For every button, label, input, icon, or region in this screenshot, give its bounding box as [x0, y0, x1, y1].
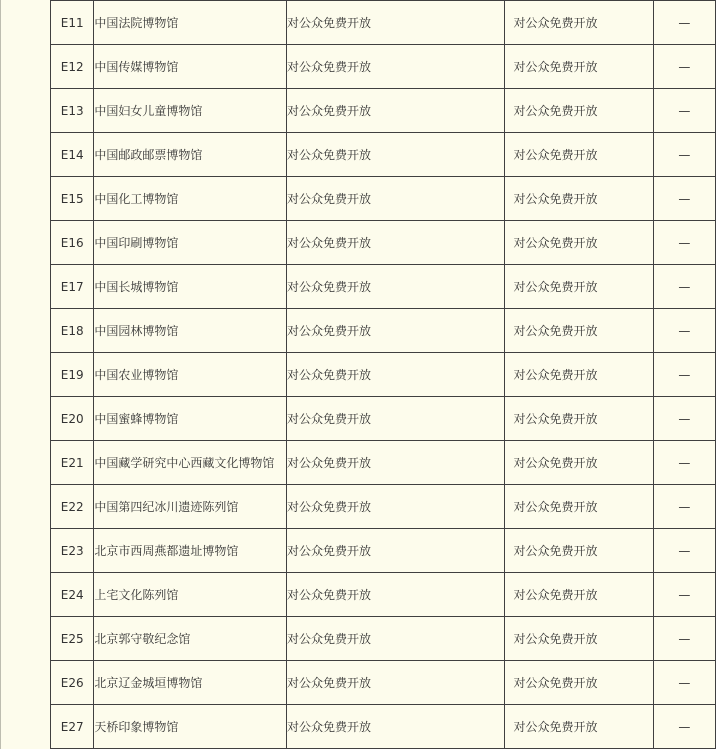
museum-code-cell: E18	[51, 309, 94, 353]
museum-table-container	[50, 0, 716, 749]
museum-name-cell: 中国长城博物馆	[94, 265, 287, 309]
open-status-cell-2: 对公众免费开放	[504, 573, 653, 617]
open-status-cell: 对公众免费开放	[286, 45, 504, 89]
table-row	[51, 661, 716, 705]
table-row	[51, 1, 716, 45]
museum-name-cell: 上宅文化陈列馆	[94, 573, 287, 617]
open-status-cell-2: 对公众免费开放	[504, 617, 653, 661]
open-status-cell-2: 对公众免费开放	[504, 45, 653, 89]
open-status-cell: 对公众免费开放	[286, 529, 504, 573]
note-cell: —	[653, 89, 715, 133]
note-cell: —	[653, 353, 715, 397]
open-status-cell: 对公众免费开放	[286, 705, 504, 749]
open-status-cell: 对公众免费开放	[286, 485, 504, 529]
museum-code-cell: E26	[51, 661, 94, 705]
open-status-cell: 对公众免费开放	[286, 265, 504, 309]
note-cell: —	[653, 221, 715, 265]
open-status-cell: 对公众免费开放	[286, 441, 504, 485]
museum-name-cell: 中国农业博物馆	[94, 353, 287, 397]
open-status-cell-2: 对公众免费开放	[504, 529, 653, 573]
open-status-cell-2: 对公众免费开放	[504, 89, 653, 133]
open-status-cell-2: 对公众免费开放	[504, 265, 653, 309]
note-cell: —	[653, 309, 715, 353]
note-cell: —	[653, 1, 715, 45]
note-cell: —	[653, 265, 715, 309]
open-status-cell-2: 对公众免费开放	[504, 661, 653, 705]
museum-name-cell: 北京郭守敬纪念馆	[94, 617, 287, 661]
museum-name-cell: 中国藏学研究中心西藏文化博物馆	[94, 441, 287, 485]
open-status-cell-2: 对公众免费开放	[504, 177, 653, 221]
museum-name-cell: 中国化工博物馆	[94, 177, 287, 221]
open-status-cell: 对公众免费开放	[286, 221, 504, 265]
table-row	[51, 617, 716, 661]
table-row	[51, 529, 716, 573]
museum-code-cell: E19	[51, 353, 94, 397]
note-cell: —	[653, 617, 715, 661]
open-status-cell: 对公众免费开放	[286, 309, 504, 353]
note-cell: —	[653, 441, 715, 485]
museum-name-cell: 中国法院博物馆	[94, 1, 287, 45]
open-status-cell-2: 对公众免费开放	[504, 221, 653, 265]
museum-name-cell: 中国印刷博物馆	[94, 221, 287, 265]
open-status-cell-2: 对公众免费开放	[504, 133, 653, 177]
open-status-cell: 对公众免费开放	[286, 133, 504, 177]
museum-code-cell: E25	[51, 617, 94, 661]
museum-code-cell: E21	[51, 441, 94, 485]
museum-code-cell: E23	[51, 529, 94, 573]
open-status-cell-2: 对公众免费开放	[504, 309, 653, 353]
open-status-cell-2: 对公众免费开放	[504, 1, 653, 45]
open-status-cell: 对公众免费开放	[286, 617, 504, 661]
open-status-cell: 对公众免费开放	[286, 1, 504, 45]
table-row	[51, 221, 716, 265]
table-row	[51, 309, 716, 353]
table-row	[51, 177, 716, 221]
note-cell: —	[653, 705, 715, 749]
museum-name-cell: 中国蜜蜂博物馆	[94, 397, 287, 441]
open-status-cell: 对公众免费开放	[286, 661, 504, 705]
museum-code-cell: E22	[51, 485, 94, 529]
open-status-cell: 对公众免费开放	[286, 89, 504, 133]
table-row	[51, 265, 716, 309]
note-cell: —	[653, 177, 715, 221]
table-row	[51, 705, 716, 749]
open-status-cell: 对公众免费开放	[286, 573, 504, 617]
museum-name-cell: 中国妇女儿童博物馆	[94, 89, 287, 133]
open-status-cell-2: 对公众免费开放	[504, 441, 653, 485]
open-status-cell-2: 对公众免费开放	[504, 397, 653, 441]
table-row	[51, 133, 716, 177]
open-status-cell-2: 对公众免费开放	[504, 353, 653, 397]
table-row	[51, 353, 716, 397]
museum-code-cell: E15	[51, 177, 94, 221]
museum-code-cell: E20	[51, 397, 94, 441]
museum-name-cell: 中国园林博物馆	[94, 309, 287, 353]
museum-table	[50, 0, 716, 749]
note-cell: —	[653, 397, 715, 441]
note-cell: —	[653, 45, 715, 89]
table-row	[51, 397, 716, 441]
museum-name-cell: 中国传媒博物馆	[94, 45, 287, 89]
museum-name-cell: 天桥印象博物馆	[94, 705, 287, 749]
museum-code-cell: E14	[51, 133, 94, 177]
table-row	[51, 45, 716, 89]
open-status-cell-2: 对公众免费开放	[504, 485, 653, 529]
museum-code-cell: E24	[51, 573, 94, 617]
open-status-cell: 对公众免费开放	[286, 177, 504, 221]
note-cell: —	[653, 529, 715, 573]
table-row	[51, 89, 716, 133]
museum-name-cell: 北京辽金城垣博物馆	[94, 661, 287, 705]
open-status-cell-2: 对公众免费开放	[504, 705, 653, 749]
museum-name-cell: 中国第四纪冰川遗迹陈列馆	[94, 485, 287, 529]
museum-code-cell: E16	[51, 221, 94, 265]
note-cell: —	[653, 661, 715, 705]
museum-code-cell: E13	[51, 89, 94, 133]
table-row	[51, 441, 716, 485]
museum-code-cell: E17	[51, 265, 94, 309]
museum-code-cell: E11	[51, 1, 94, 45]
note-cell: —	[653, 485, 715, 529]
table-row	[51, 573, 716, 617]
table-row	[51, 485, 716, 529]
open-status-cell: 对公众免费开放	[286, 397, 504, 441]
museum-code-cell: E27	[51, 705, 94, 749]
open-status-cell: 对公众免费开放	[286, 353, 504, 397]
page-left-border	[0, 0, 1, 749]
museum-code-cell: E12	[51, 45, 94, 89]
museum-name-cell: 北京市西周燕都遗址博物馆	[94, 529, 287, 573]
note-cell: —	[653, 133, 715, 177]
museum-name-cell: 中国邮政邮票博物馆	[94, 133, 287, 177]
museum-table-body	[51, 1, 716, 749]
note-cell: —	[653, 573, 715, 617]
